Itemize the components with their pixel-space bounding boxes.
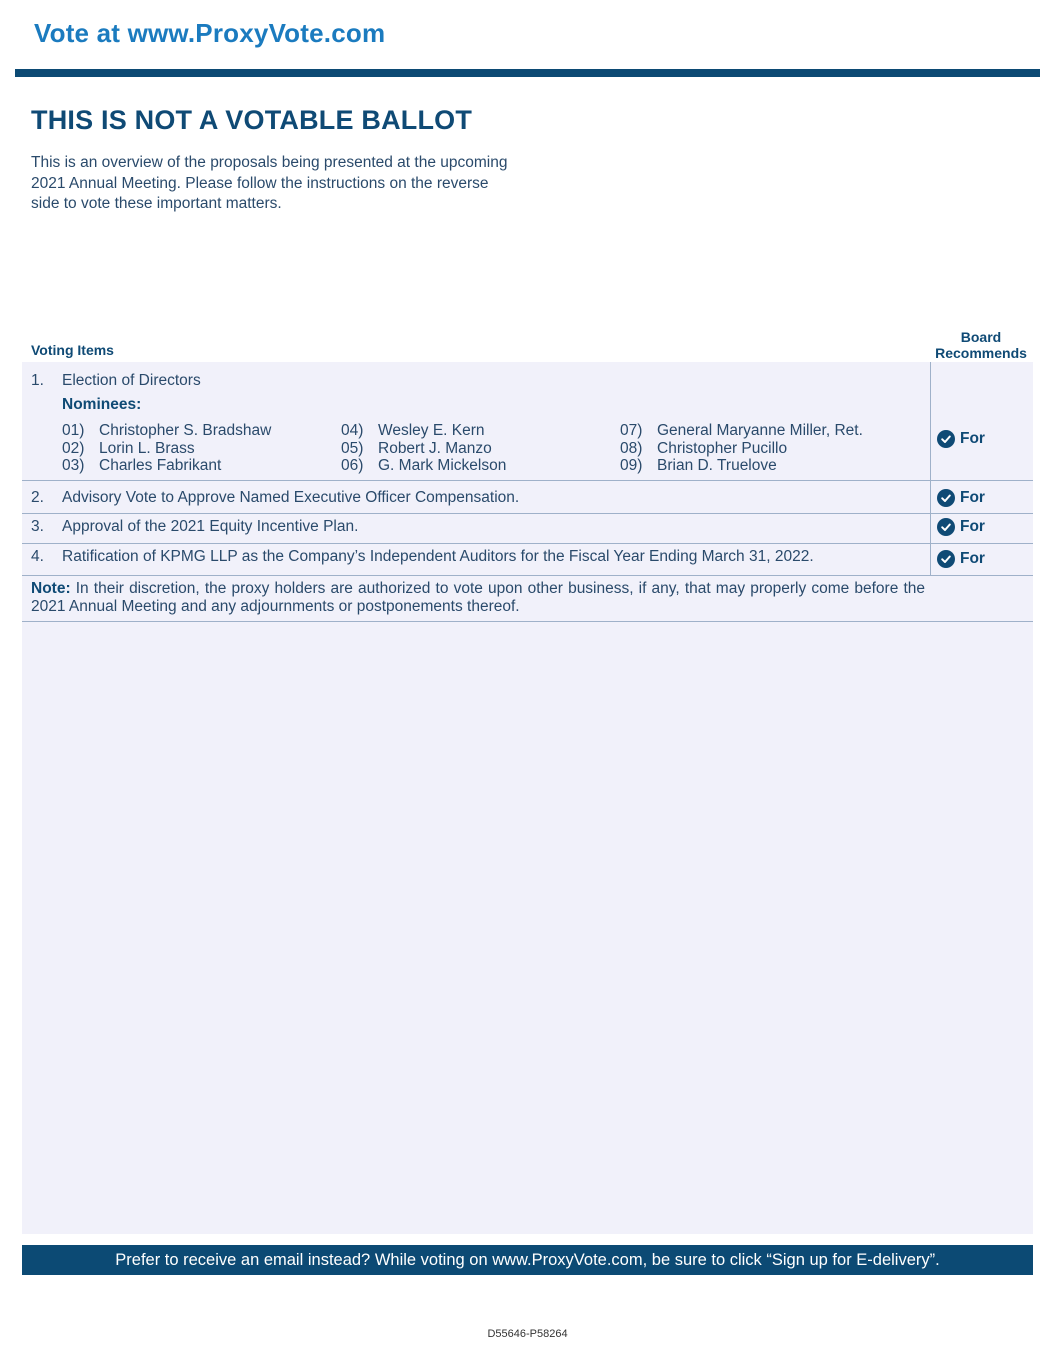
page-title: THIS IS NOT A VOTABLE BALLOT [31, 105, 473, 135]
item-number: 2. [31, 489, 44, 506]
recommendation-item-2 [937, 489, 985, 507]
nominee-item [620, 422, 863, 440]
nominee-item [62, 440, 195, 458]
document-code: D55646-P58264 [487, 1328, 568, 1340]
row-divider [22, 480, 1033, 481]
recommendation-label: For [960, 518, 985, 535]
recommendation-label: For [960, 550, 985, 567]
item-number: 1. [31, 372, 44, 389]
nominees-label: Nominees: [62, 396, 142, 413]
item-text: Election of Directors [62, 372, 201, 389]
nominee-number: 03) [62, 457, 85, 474]
recommendation-label: For [960, 430, 985, 447]
note-body: In their discretion, the proxy holders are authorized to vote upon other business, if any, that may properly come before the 2021 Annual Meeting and any adjournments or postponements thereof. [31, 580, 925, 615]
recommendation-item-1 [937, 430, 985, 448]
board-header-line1: Board [960, 329, 1002, 345]
nominee-number: 04) [341, 422, 364, 439]
recommendation-item-4 [937, 550, 985, 568]
board-header-line2: Recommends [935, 345, 1027, 361]
nominee-number: 02) [62, 440, 85, 457]
nominee-item [62, 457, 221, 475]
proxyvote-url-heading: Vote at www.ProxyVote.com [34, 18, 386, 48]
nominee-name: Robert J. Manzo [378, 440, 492, 457]
note-label: Note: [31, 580, 71, 597]
row-divider [22, 543, 1033, 544]
nominee-item [341, 457, 506, 475]
nominee-item [341, 440, 492, 458]
recommendation-item-3 [937, 518, 985, 536]
nominee-item [620, 457, 777, 475]
nominee-name: Wesley E. Kern [378, 422, 485, 439]
row-divider [22, 621, 1033, 622]
nominee-name: General Maryanne Miller, Ret. [657, 422, 863, 439]
edelivery-banner: Prefer to receive an email instead? While voting on www.ProxyVote.com, be sure to click “Sign up for E-delivery”. [22, 1245, 1033, 1275]
recommendation-label: For [960, 489, 985, 506]
check-circle-icon [937, 550, 955, 568]
nominee-item [341, 422, 485, 440]
nominee-number: 07) [620, 422, 643, 439]
item-number: 4. [31, 548, 44, 565]
nominee-number: 05) [341, 440, 364, 457]
voting-items-header: Voting Items [31, 342, 114, 358]
nominee-name: Christopher Pucillo [657, 440, 788, 457]
nominee-number: 08) [620, 440, 643, 457]
item-text: Ratification of KPMG LLP as the Company’s Independent Auditors for the Fiscal Year Ending March 31, 2022. [62, 548, 814, 565]
check-circle-icon [937, 489, 955, 507]
nominee-name: Lorin L. Brass [99, 440, 195, 457]
nominee-name: Brian D. Truelove [657, 457, 777, 474]
nominee-name: Christopher S. Bradshaw [99, 422, 272, 439]
item-text: Advisory Vote to Approve Named Executive Officer Compensation. [62, 489, 520, 506]
nominee-item [620, 440, 787, 458]
board-recommends-header [929, 329, 1033, 361]
nominee-name: G. Mark Mickelson [378, 457, 507, 474]
check-circle-icon [937, 518, 955, 536]
nominee-number: 01) [62, 422, 85, 439]
check-circle-icon [937, 430, 955, 448]
row-divider [22, 513, 1033, 514]
nominee-item [62, 422, 271, 440]
intro-text: This is an overview of the proposals being presented at the upcoming 2021 Annual Meeting. Please follow the instructions on the reverse side to vote these important matters. [31, 154, 508, 212]
nominee-number: 06) [341, 457, 364, 474]
nominee-number: 09) [620, 457, 643, 474]
header-divider [15, 69, 1040, 77]
note-text [31, 580, 925, 616]
item-number: 3. [31, 518, 44, 535]
row-divider [22, 575, 1033, 576]
nominee-name: Charles Fabrikant [99, 457, 222, 474]
item-text: Approval of the 2021 Equity Incentive Plan. [62, 518, 359, 535]
